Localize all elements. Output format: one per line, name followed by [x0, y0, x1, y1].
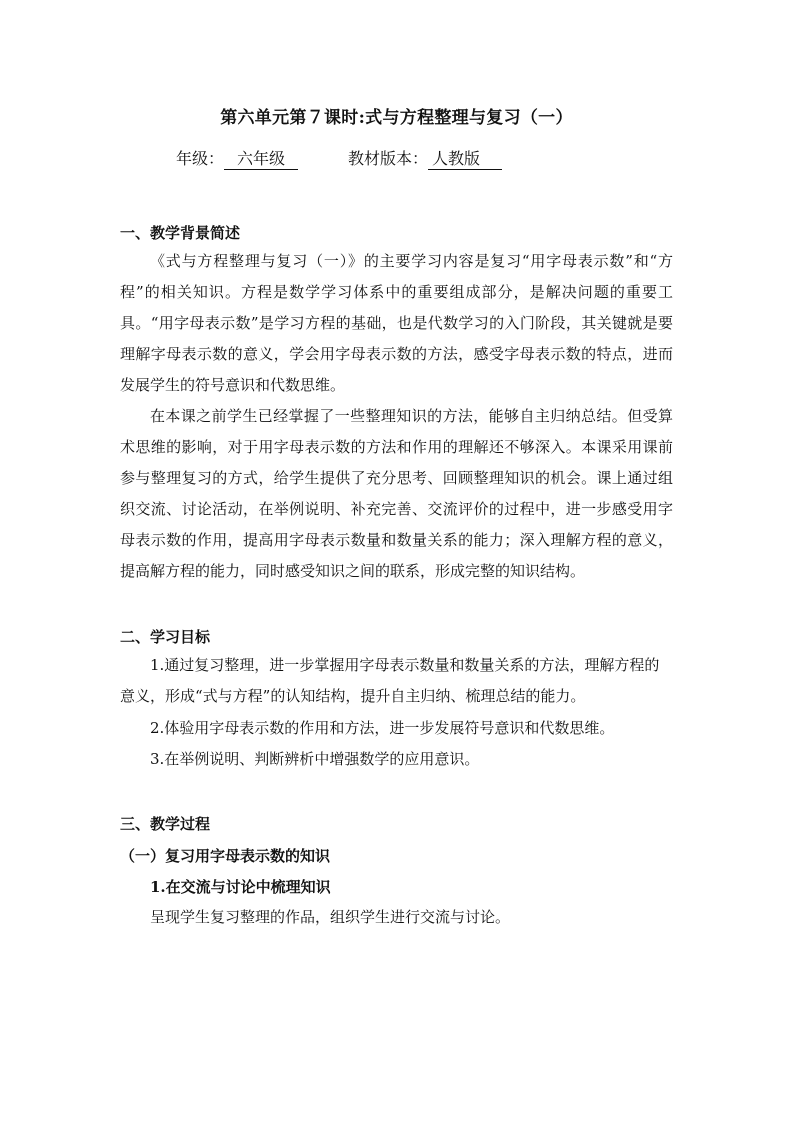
step-heading: 1.在交流与讨论中梳理知识 — [150, 878, 331, 896]
section-heading-background: 一、教学背景简述 — [120, 224, 241, 242]
goal-item: 2.体验用字母表示数的作用和方法，进一步发展符号意识和代数思维。 — [150, 719, 615, 737]
edition-value: 人教版 — [428, 149, 502, 170]
edition-label: 教材版本： — [348, 149, 429, 168]
grade-label: 年级： — [176, 149, 225, 168]
background-paragraph-1: 《式与方程整理与复习（一）》的主要学习内容是复习“用字母表示数”和“方程”的相关知识。方程是数学学习体系中的重要组成部分，是解决问题的重要工具。“用字母表示数”是学习方程的基础，也是代数学习的入门阶段，其关键就是要理解字母表示数的意义，学会用字母表示数的方法，感受字母表示数的特点，进而发展学生的符号意识和代数思维。 — [120, 252, 673, 394]
section-heading-process: 三、教学过程 — [120, 815, 211, 833]
process-subheading: （一）复习用字母表示数的知识 — [120, 847, 331, 865]
step-text: 呈现学生复习整理的作品，组织学生进行交流与讨论。 — [150, 908, 511, 926]
section-heading-goals: 二、学习目标 — [120, 628, 211, 646]
goal-item: 1.通过复习整理，进一步掌握用字母表示数量和数量关系的方法，理解方程的意义，形成“式与方程”的认知结构，提升自主归纳、梳理总结的能力。 — [120, 656, 660, 705]
goal-item: 3.在举例说明、判断辨析中增强数学的应用意识。 — [150, 750, 480, 768]
grade-value: 六年级 — [224, 149, 298, 170]
document-meta — [176, 146, 502, 170]
background-paragraph-2: 在本课之前学生已经掌握了一些整理知识的方法，能够自主归纳总结。但受算术思维的影响，对于用字母表示数的方法和作用的理解还不够深入。本课采用课前参与整理复习的方式，给学生提供了充分思考、回顾整理知识的机会。课上通过组织交流、讨论活动，在举例说明、补充完善、交流评价的过程中，进一步感受用字母表示数的作用，提高用字母表示数量和数量关系的能力；深入理解方程的意义，提高解方程的能力，同时感受知识之间的联系，形成完整的知识结构。 — [120, 407, 673, 580]
page-title: 第六单元第７课时:式与方程整理与复习（一） — [220, 108, 573, 128]
